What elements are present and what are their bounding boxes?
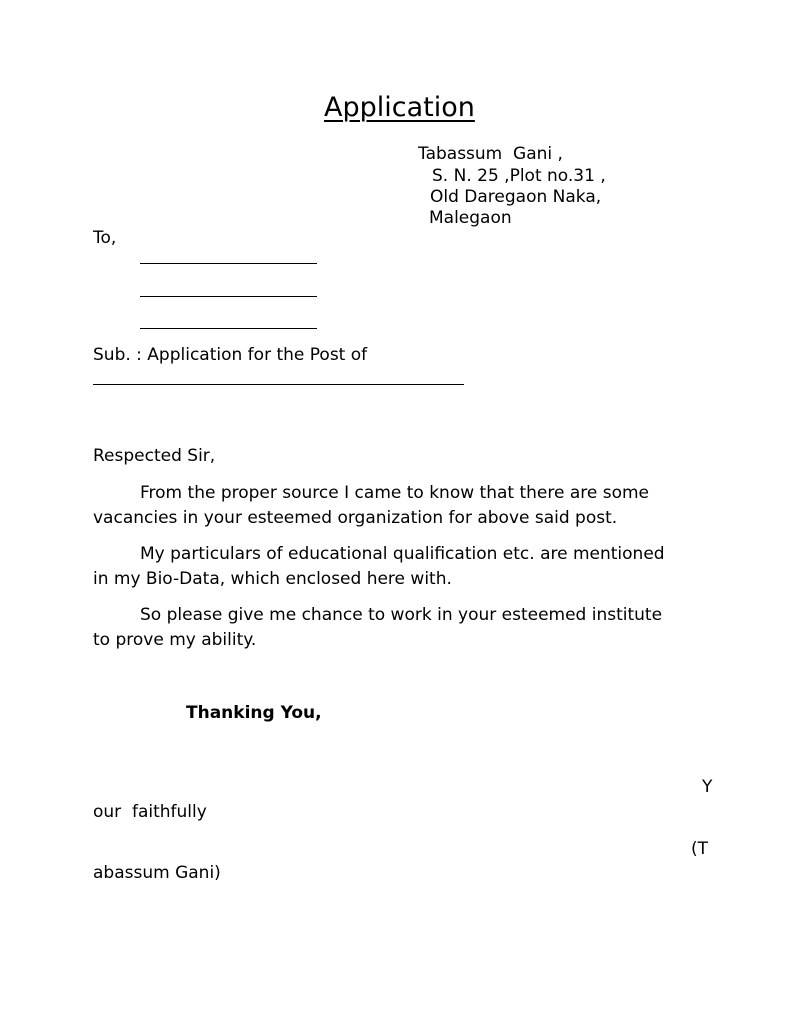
recipient-blank-line [140,263,317,264]
subject-line: Sub. : Application for the Post of [93,345,368,365]
sender-address-line: S. N. 25 ,Plot no.31 , [432,166,606,186]
sign-off-text: our faithfully [93,802,207,822]
sign-off-text: Y [702,777,713,797]
recipient-blank-line [140,296,317,297]
paragraph-line: vacancies in your esteemed organization for above said post. [93,508,618,528]
paragraph-line: in my Bio-Data, which enclosed here with. [93,569,452,589]
sender-address-line: Old Daregaon Naka, [430,187,602,207]
paragraph-line: From the proper source I came to know that there are some [140,483,650,503]
signature-name: (T [691,839,709,859]
document-title: Application [324,92,475,123]
subject-blank-line [93,384,464,385]
salutation: Respected Sir, [93,446,216,466]
to-label: To, [93,228,117,248]
thanking-you-line: Thanking You, [186,703,322,723]
sender-city-line: Malegaon [429,208,512,228]
paragraph-line: to prove my ability. [93,630,257,650]
recipient-blank-line [140,328,317,329]
signature-name: abassum Gani) [93,863,221,883]
paragraph-line: So please give me chance to work in your esteemed institute [140,605,663,625]
sender-name-line: Tabassum Gani , [418,144,563,164]
paragraph-line: My particulars of educational qualification etc. are mentioned [140,544,665,564]
